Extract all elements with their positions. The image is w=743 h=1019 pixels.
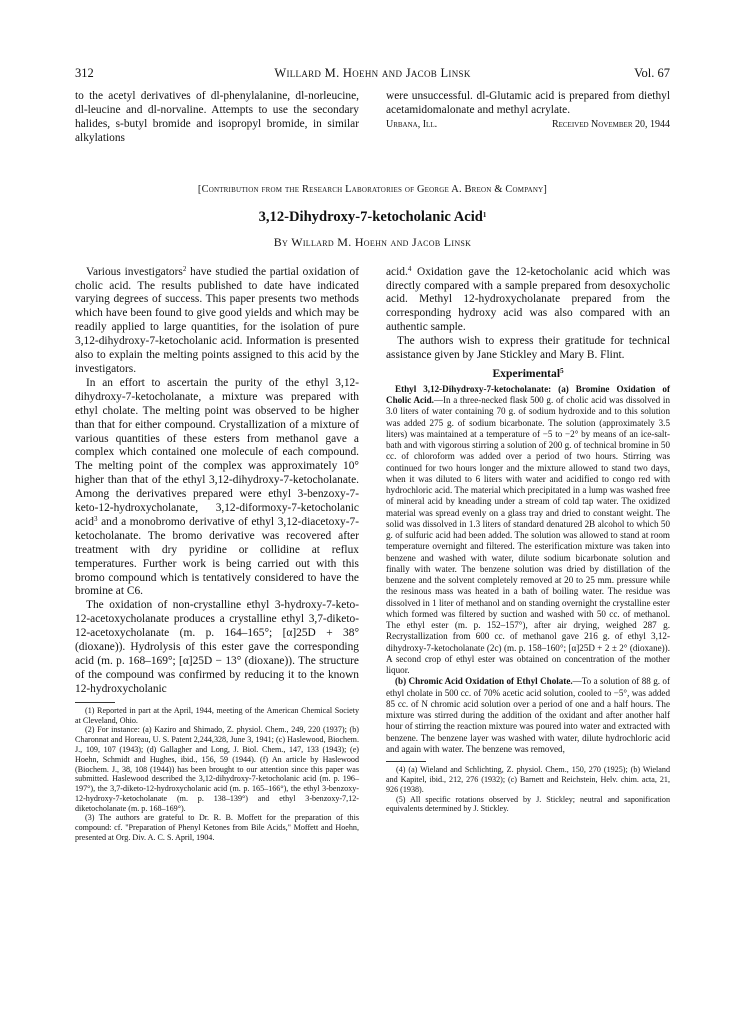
footnote-2: (2) For instance: (a) Kaziro and Shimado, Z. physiol. Chem., 249, 220 (1937); (b) Charonnat and Horeau, U. S. Patent 2,244,328, June 3, 1941; (c) Haslewood, Biochem. J., 109, 107 (1943); (d) Gallagher and Long, J. Biol. Chem., 147, 133 (1943); (e) Hoehn, Schmidt and Hughes, ibid., 156, 59 (1944). (f) An article by Haslewood (Biochem. J., 38, 108 (1944)) has been brought to our attention since this paper was submitted. Haslewood described the 3,12-dihydroxy-7-ketocholanic acid (m. p. 196–197°), the 3,7-diketo-12-hydroxycholanic acid (m. p. 165–166°), the ethyl 3-benzoxy-12-hydroxy-7-ketocholanate (m. p. 138–139°) and ethyl 3-benzoxy-7,12-diketocholanate (m. p. 168–169°). — [75, 725, 359, 813]
intro-paragraph — [75, 266, 359, 377]
running-head — [75, 66, 670, 86]
journal-page — [75, 66, 670, 843]
continuation-paragraph — [386, 266, 670, 336]
continuation-text-b: Oxidation gave the 12-ketocholanic acid which was directly compared with a sample prepared from desoxycholic acid. Methyl 12-hydroxycholanate prepared from the corresponding hydroxy acid was also compared with an authentic sample. — [386, 265, 670, 334]
previous-article-left-text: to the acetyl derivatives of dl-phenylalanine, dl-norleucine, dl-leucine and dl-norvaline. Attempts to use the secondary halides, s-butyl bromide and isopropyl bromide, in similar alkylations — [75, 90, 359, 144]
article-title-text: 3,12-Dihydroxy-7-ketocholanic Acid — [258, 208, 483, 225]
footnote-5: (5) All specific rotations observed by J. Stickley; neutral and saponification equivalents determined by J. Stickley. — [386, 794, 670, 814]
footnote-rule — [75, 702, 115, 703]
left-column — [75, 266, 359, 843]
article-title — [75, 209, 670, 226]
procedure-b-text: —To a solution of 88 g. of ethyl cholate in 500 cc. of 70% acetic acid solution, cooled to −5°, was added 85 cc. of N chromic acid solution over a period of one and a half hours. The mixture was stirred during the addition of the oxidant and after another half hour of stirring the reaction mixture was poured into water and extracted with benzene. The benzene layer was washed with water, dilute hydrochloric acid and again with water. The benzene was removed, — [386, 676, 670, 754]
purity-text-b: and a monobromo derivative of ethyl 3,12-diacetoxy-7-ketocholanate. The bromo derivative was recovered after treatment with dry pyridine or collidine at reflux temperatures. Further work is being carried out with this bromo compound which is tentatively considered to have the bromine at C6. — [75, 515, 359, 598]
procedure-a-text: —In a three-necked flask 500 g. of cholic acid was dissolved in 3.0 liters of water containing 70 g. of sodium hydroxide and to this solution was added 275 g. of sodium bicarbonate. The solution (approximately 3.5 liters) was maintained at a temperature of −5 to −2° by means of an ice-salt-bath and with vigorous stirring a solution of 200 g. of technical bromine in 50 cc. of chloroform was added over a period of two hours. Stirring was continued for two hours longer and the mixture allowed to stand two days, when it was diluted to 6 liters with water and acidified to congo red with hydrochloric acid. The material which precipitated in a lump was washed free of mineral acid by kneading under a stream of cold tap water. The oxidized material was spread evenly on a glass tray and dried to constant weight. The solid was dissolved in 1.3 liters of standard denatured 2B alcohol to which 50 g. of sulfuric acid had been added. The solution was allowed to stand at room temperature overnight and filtered. The esterification mixture was taken into benzene and washed with water, dilute sodium bicarbonate solution and finally with water. The benzene solution was dried by distillation of the benzene and the solvent completely removed at 20 to 25 mm. pressure while the resinous mass was heated in a bath of boiling water. The residue was dissolved in 1 liter of methanol and on standing overnight the crystalline ester which formed was filtered by suction and washed with 50 cc. of methanol. The ethyl ester (m. p. 152–157°), after air drying, weighed 287 g. Recrystallization from 600 cc. of methanol gave 216 g. of ethyl 3,12-dihydroxy-7-ketocholanate (2c) (m. p. 158–160°; [α]25D + 2 ± 2° (dioxane)). A second crop of ethyl ester was obtained on concentration of the mother liquor. — [386, 395, 670, 676]
volume-label: Vol. 67 — [634, 66, 670, 80]
acknowledgment-paragraph: The authors wish to express their gratitude for technical assistance given by Jane Stickley and Mary B. Flint. — [386, 335, 670, 362]
previous-article-left-column — [75, 90, 359, 146]
right-column — [386, 266, 670, 843]
article-body — [75, 266, 670, 843]
received-date: Received November 20, 1944 — [551, 118, 670, 130]
continuation-text-a: acid. — [386, 265, 408, 278]
contribution-line: [Contribution from the Research Laboratories of George A. Breon & Company] — [197, 183, 548, 195]
experimental-heading — [386, 367, 670, 380]
procedure-b-heading: (b) Chromic Acid Oxidation of Ethyl Cholate. — [395, 676, 573, 687]
procedure-a-heading: Ethyl 3,12-Dihydroxy-7-ketocholanate: (a) Bromine Oxidation of Cholic Acid. — [386, 383, 670, 406]
place-and-date-line — [386, 119, 670, 130]
experimental-procedure-b — [386, 676, 670, 755]
title-footnote-marker: 1 — [482, 210, 487, 219]
previous-article-right-column — [386, 90, 670, 146]
experimental-procedure-a — [386, 384, 670, 677]
intro-text-a: Various investigators — [86, 265, 183, 278]
purity-text-a: In an effort to ascertain the purity of the ethyl 3,12-dihydroxy-7-ketocholanate, a mixture was prepared with ethyl cholate. The melting point was observed to be higher than that for either compound. Crystallization of a mixture of various quantities of these esters from methanol gave a complex which contained one molecule of each compound. The melting point of the complex was approximately 10° higher than that of the ethyl 3,12-dihydroxy-7-ketocholanate. Among the derivatives prepared were ethyl 3-benzoxy-7-keto-12-hydroxycholanate, 3,12-diformoxy-7-ketocholanic acid — [75, 376, 359, 528]
place: Urbana, Ill. — [386, 118, 438, 130]
intro-text-b: have studied the partial oxidation of cholic acid. The results published to date have indicated varying degrees of success. This paper presents two methods which have been found to give good yields and which may be readily applied to large quantities, for the isolation of pure 3,12-dihydroxy-7-ketocholanic acid. Information is presented also to explain the melting points assigned to this acid by the investigators. — [75, 265, 359, 375]
experimental-section — [386, 384, 670, 755]
byline: By Willard M. Hoehn and Jacob Linsk — [273, 234, 472, 249]
footnote-marker-4: 4 — [407, 264, 412, 273]
footnote-marker-2: 2 — [182, 264, 187, 273]
previous-article-ending — [75, 90, 670, 146]
footnote-1: (1) Reported in part at the April, 1944, meeting of the American Chemical Society at Cleveland, Ohio. — [75, 705, 359, 725]
right-footnote-rule — [386, 761, 426, 762]
page-number: 312 — [75, 66, 94, 80]
footnote-3: (3) The authors are grateful to Dr. R. B. Moffett for the preparation of this compound: cf. "Preparation of Phenyl Ketones from Bile Acids," Moffett and Hoehn, presented at Org. Div. A. C. S. April, 1904. — [75, 813, 359, 843]
oxidation-paragraph: The oxidation of non-crystalline ethyl 3-hydroxy-7-keto-12-acetoxycholanate produces a crystalline ethyl 3,7-diketo-12-acetoxycholanate (m. p. 164–165°; [α]25D + 38° (dioxane)). Hydrolysis of this ester gave the corresponding acid (m. p. 168–169°; [α]25D − 13° (dioxane)). The structure of the compound was confirmed by reducing it to the known 12-hydroxycholanic — [75, 599, 359, 695]
purity-paragraph — [75, 377, 359, 600]
previous-article-right-text: were unsuccessful. dl-Glutamic acid is prepared from diethyl acetamidomalonate and methyl acrylate. — [386, 90, 670, 116]
left-footnotes — [75, 706, 359, 843]
experimental-heading-text: Experimental — [492, 366, 561, 380]
running-head-authors: Willard M. Hoehn and Jacob Linsk — [274, 66, 471, 80]
right-footnotes — [386, 765, 670, 814]
footnote-4: (4) (a) Wieland and Schlichting, Z. physiol. Chem., 150, 270 (1925); (b) Wieland and Kapitel, ibid., 212, 276 (1932); (c) Barnett and Reichstein, Helv. chim. acta, 21, 926 (1938). — [386, 765, 670, 794]
footnote-marker-3: 3 — [93, 514, 98, 523]
footnote-marker-5: 5 — [560, 366, 564, 375]
